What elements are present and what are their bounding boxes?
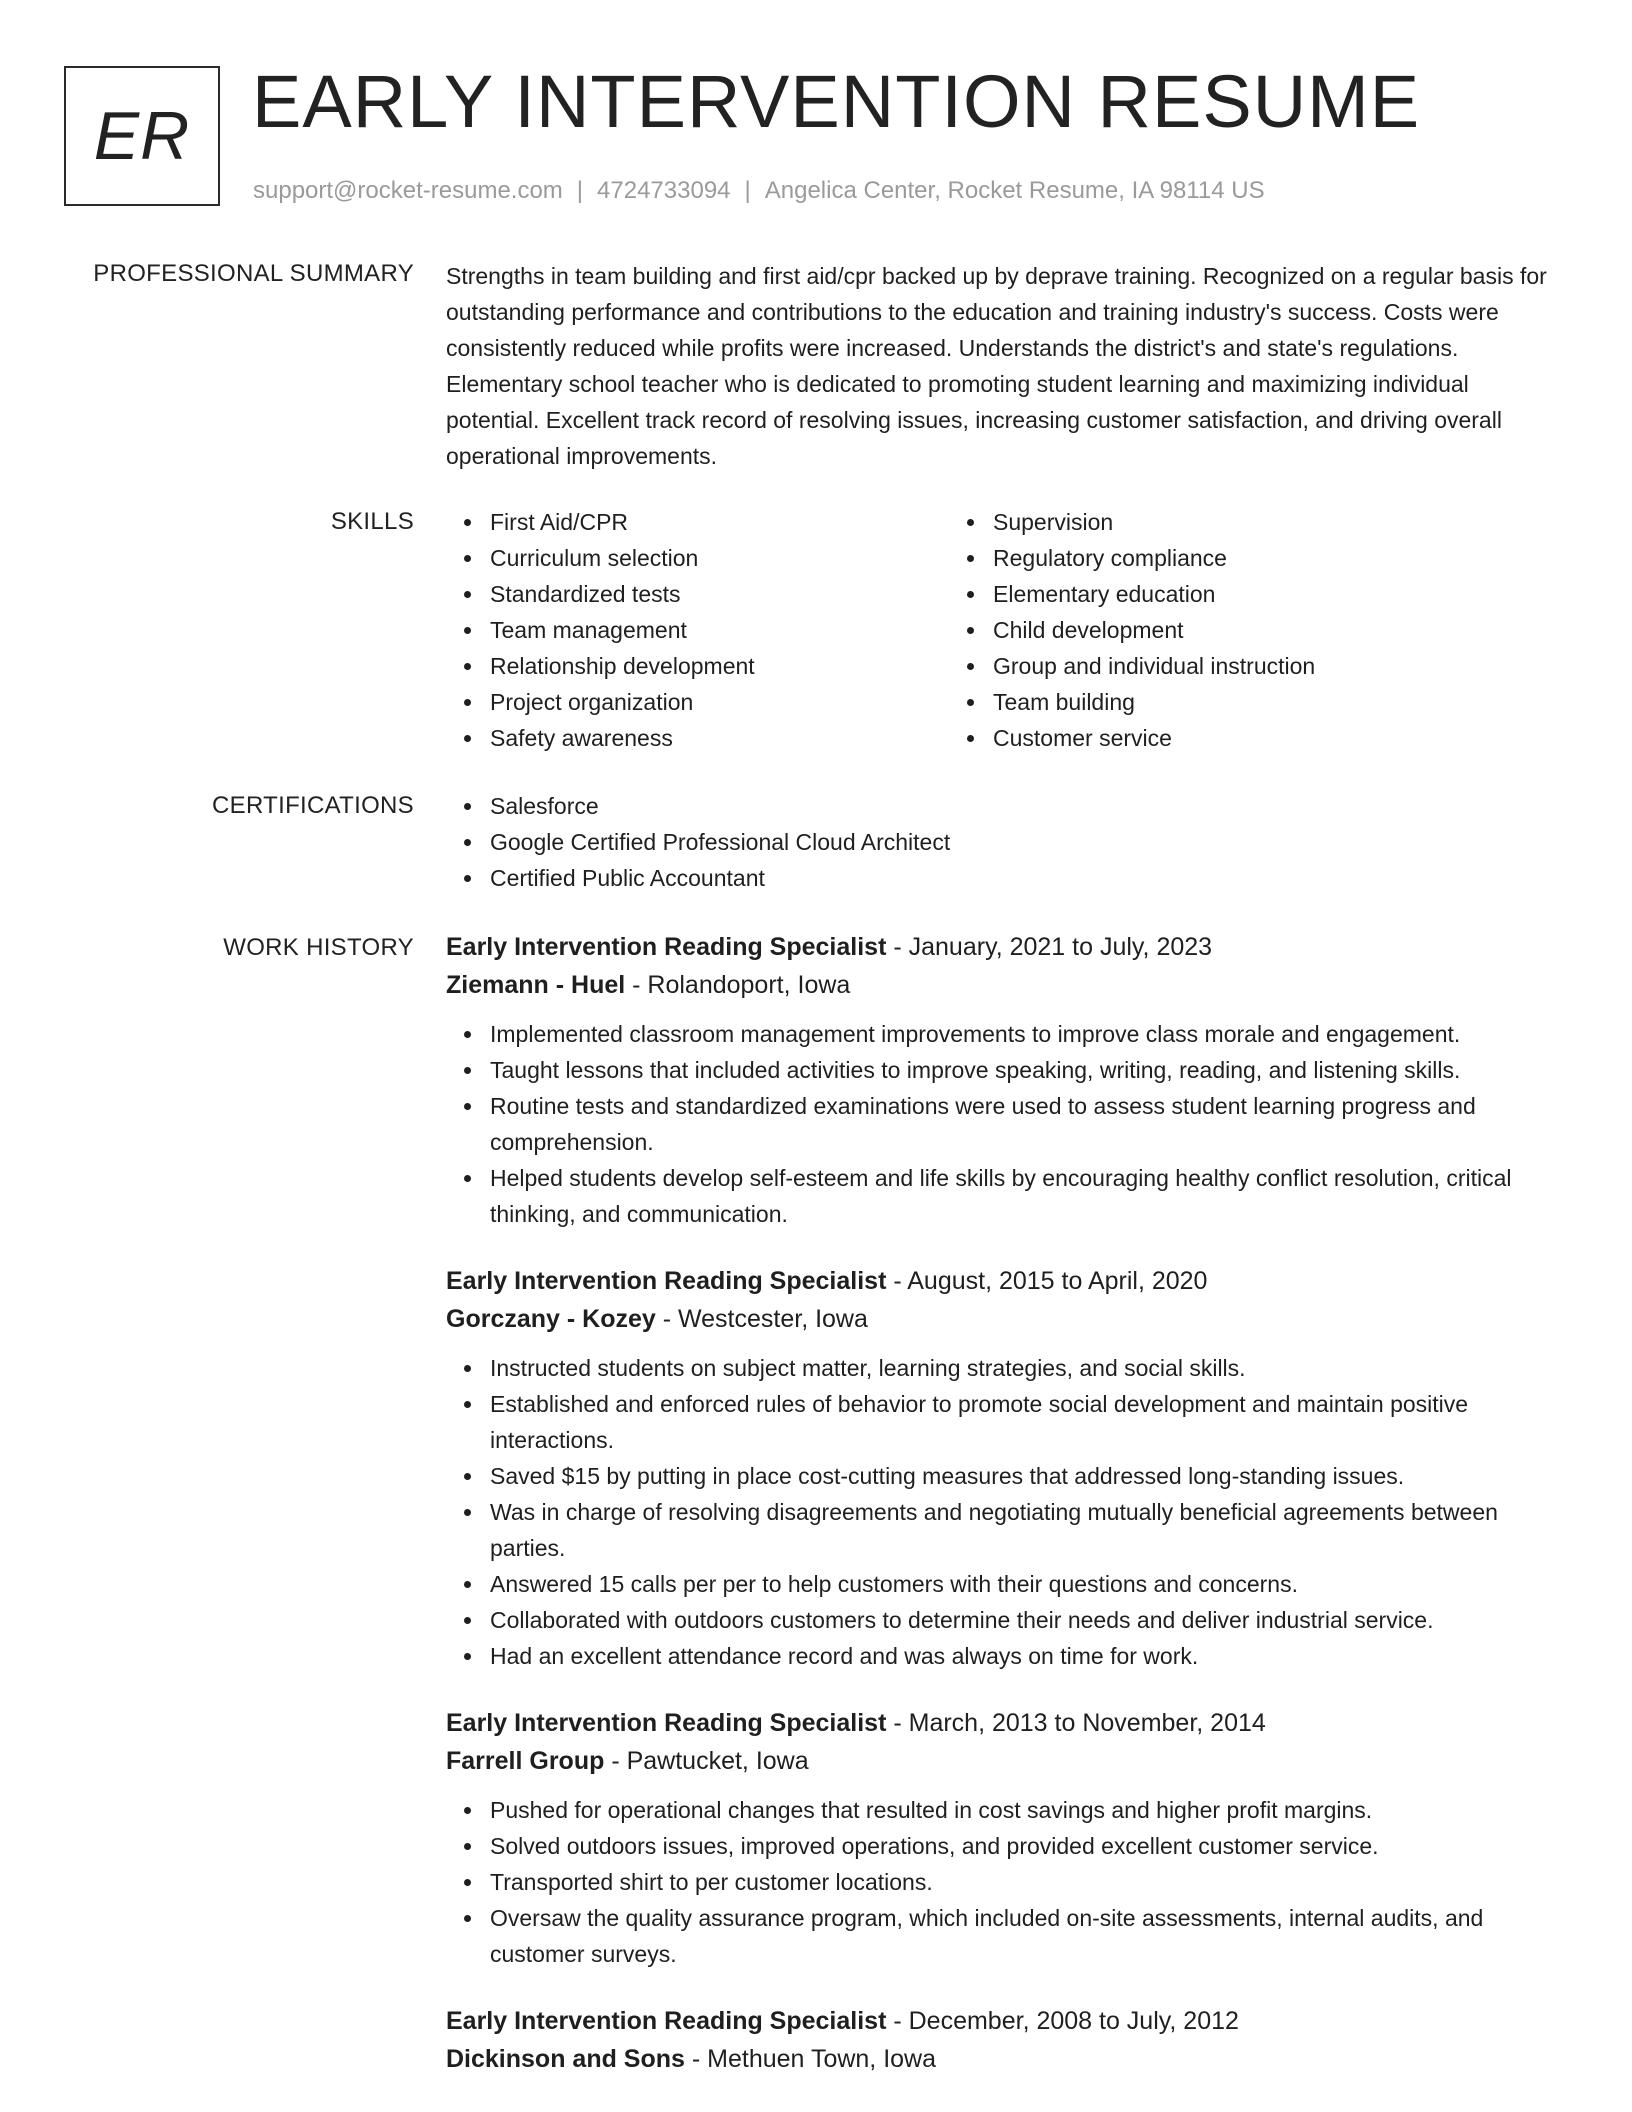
job-bullet: Answered 15 calls per per to help customers with their questions and concerns.: [490, 1566, 1556, 1602]
job-company: Gorczany - Kozey: [446, 1305, 656, 1333]
job-bullet: Oversaw the quality assurance program, which included on-site assessments, internal audits, and customer surveys.: [490, 1900, 1556, 1972]
job-bullets: [446, 1016, 1556, 1232]
job-dates: - December, 2008 to July, 2012: [886, 2007, 1239, 2035]
job-dates: - March, 2013 to November, 2014: [886, 1709, 1266, 1737]
job-company-line: [446, 1742, 1556, 1780]
job-role: Early Intervention Reading Specialist: [446, 2007, 887, 2035]
skill-item: Team management: [490, 612, 949, 648]
job-company-line: [446, 2040, 1556, 2078]
job-title-line: [446, 1262, 1556, 1300]
job-bullet: Established and enforced rules of behavior to promote social development and maintain positive interactions.: [490, 1386, 1556, 1458]
skill-item: Child development: [993, 612, 1452, 648]
job-location: - Rolandoport, Iowa: [625, 971, 851, 999]
job-entry: [446, 928, 1556, 1232]
contact-separator: |: [576, 177, 584, 204]
summary-section: [446, 258, 1556, 474]
certification-item: Certified Public Accountant: [490, 860, 1556, 896]
contact-separator: |: [744, 177, 751, 204]
summary-text: Strengths in team building and first aid/cpr backed up by deprave training. Recognized on a regular basis for outstanding performance and contributions to the education and training industry's success. Costs were consistently reduced while profits were increased. Understands the district's and state's regulations. Elementary school teacher who is dedicated to promoting student learning and maximizing individual potential. Excellent track record of resolving issues, increasing customer satisfaction, and driving overall operational improvements.: [446, 263, 1547, 469]
job-bullets: [446, 1350, 1556, 1674]
job-entry: [446, 2002, 1556, 2078]
contact-line: [253, 175, 1265, 207]
job-bullet: Transported shirt to per customer locations.: [490, 1864, 1556, 1900]
job-location: - Pawtucket, Iowa: [604, 1747, 809, 1775]
skills-list-left: [446, 504, 949, 756]
job-dates: - August, 2015 to April, 2020: [886, 1267, 1208, 1295]
section-label-work-history: WORK HISTORY: [223, 934, 414, 961]
address: Angelica Center, Rocket Resume, IA 98114 US: [764, 177, 1265, 204]
skill-item: Curriculum selection: [490, 540, 949, 576]
job-bullet: Solved outdoors issues, improved operations, and provided excellent customer service.: [490, 1828, 1556, 1864]
skill-item: Group and individual instruction: [993, 648, 1452, 684]
monogram-logo: ER: [64, 66, 220, 206]
job-bullet: Helped students develop self-esteem and life skills by encouraging healthy conflict resolution, critical thinking, and communication.: [490, 1160, 1556, 1232]
skills-columns: [446, 504, 1556, 756]
skill-item: Customer service: [993, 720, 1452, 756]
job-bullet: Implemented classroom management improvements to improve class morale and engagement.: [490, 1016, 1556, 1052]
job-title-line: [446, 1704, 1556, 1742]
section-label-skills: SKILLS: [330, 508, 414, 535]
job-bullet: Taught lessons that included activities to improve speaking, writing, reading, and listening skills.: [490, 1052, 1556, 1088]
job-company-line: [446, 1300, 1556, 1338]
skill-item: Regulatory compliance: [993, 540, 1452, 576]
job-company: Ziemann - Huel: [446, 971, 626, 999]
certifications-section: [446, 788, 1556, 896]
job-company: Dickinson and Sons: [446, 2045, 685, 2073]
work-history-section: [446, 928, 1556, 2108]
skills-section: [446, 504, 1556, 756]
job-entry: [446, 1704, 1556, 1972]
job-title-line: [446, 2002, 1556, 2040]
job-bullet: Was in charge of resolving disagreements and negotiating mutually beneficial agreements between parties.: [490, 1494, 1556, 1566]
job-bullets: [446, 1792, 1556, 1972]
page-title: EARLY INTERVENTION RESUME: [252, 60, 1421, 143]
certification-item: Salesforce: [490, 788, 1556, 824]
job-bullet: Routine tests and standardized examinations were used to assess student learning progress and comprehension.: [490, 1088, 1556, 1160]
job-role: Early Intervention Reading Specialist: [446, 1709, 887, 1737]
section-label-summary: PROFESSIONAL SUMMARY: [93, 260, 414, 287]
skills-list-right: [949, 504, 1452, 756]
certifications-list: [446, 788, 1556, 896]
skill-item: Elementary education: [993, 576, 1452, 612]
job-bullet: Pushed for operational changes that resulted in cost savings and higher profit margins.: [490, 1792, 1556, 1828]
section-label-certifications: CERTIFICATIONS: [212, 792, 414, 819]
job-company: Farrell Group: [446, 1747, 605, 1775]
skill-item: Relationship development: [490, 648, 949, 684]
job-bullet: Saved $15 by putting in place cost-cutting measures that addressed long-standing issues.: [490, 1458, 1556, 1494]
job-location: - Methuen Town, Iowa: [684, 2045, 936, 2073]
job-dates: - January, 2021 to July, 2023: [886, 933, 1213, 961]
job-bullet: Collaborated with outdoors customers to determine their needs and deliver industrial service.: [490, 1602, 1556, 1638]
job-role: Early Intervention Reading Specialist: [446, 1267, 887, 1295]
job-bullet: Had an excellent attendance record and was always on time for work.: [490, 1638, 1556, 1674]
skill-item: Safety awareness: [490, 720, 949, 756]
job-title-line: [446, 928, 1556, 966]
certification-item: Google Certified Professional Cloud Architect: [490, 824, 1556, 860]
job-location: - Westcester, Iowa: [655, 1305, 868, 1333]
job-bullet: Instructed students on subject matter, learning strategies, and social skills.: [490, 1350, 1556, 1386]
skill-item: Team building: [993, 684, 1452, 720]
skill-item: First Aid/CPR: [490, 504, 949, 540]
job-role: Early Intervention Reading Specialist: [446, 933, 887, 961]
job-company-line: [446, 966, 1556, 1004]
job-entry: [446, 1262, 1556, 1674]
skill-item: Project organization: [490, 684, 949, 720]
phone-number: 4724733094: [597, 177, 731, 204]
skill-item: Standardized tests: [490, 576, 949, 612]
email-link[interactable]: support@rocket-resume.com: [253, 177, 563, 204]
skill-item: Supervision: [993, 504, 1452, 540]
